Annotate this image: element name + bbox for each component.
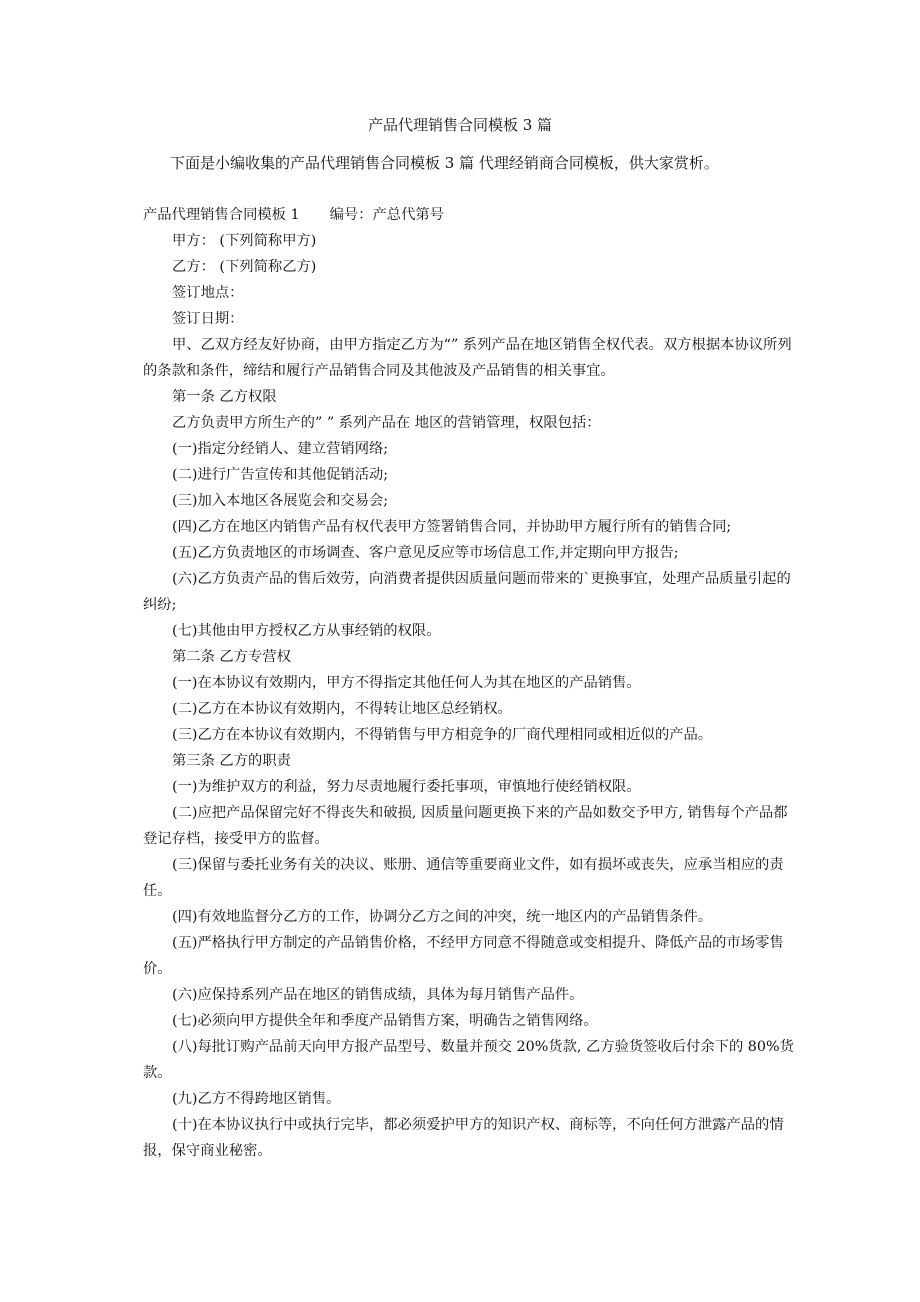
sign-place-line: 签订地点： bbox=[172, 285, 244, 301]
contract-header bbox=[143, 202, 795, 228]
intro-paragraph: 下面是小编收集的产品代理销售合同模板 3 篇 代理经销商合同模板，供大家赏析。 bbox=[170, 154, 719, 172]
article-1-item: (一)指定分经销人、建立营销网络; bbox=[172, 441, 389, 457]
party-b-line: 乙方： (下列简称乙方) bbox=[172, 259, 317, 275]
document-body bbox=[143, 202, 795, 1164]
article-2-item: (二)乙方在本协议有效期内，不得转让地区总经销权。 bbox=[172, 701, 512, 717]
article-3-heading: 第三条 乙方的职责 bbox=[172, 753, 291, 769]
article-3-item: (十)在本协议执行中或执行完毕，都必须爱护甲方的知识产权、商标等，不向任何方泄露产品的情报，保守商业秘密。 bbox=[143, 1117, 784, 1159]
article-1-lead: 乙方负责甲方所生产的” ” 系列产品在 地区的营销管理，权限包括： bbox=[172, 415, 601, 431]
article-3-item: (五)严格执行甲方制定的产品销售价格，不经甲方同意不得随意或变相提升、降低产品的市场零售价。 bbox=[143, 935, 784, 977]
article-1-item: (七)其他由甲方授权乙方从事经销的权限。 bbox=[172, 623, 441, 639]
sign-date-line: 签订日期： bbox=[172, 311, 244, 327]
article-1-item: (六)乙方负责产品的售后效劳，向消费者提供因质量问题而带来的`更换事宜，处理产品质量引起的纠纷; bbox=[143, 571, 791, 613]
article-2-heading: 第二条 乙方专营权 bbox=[172, 649, 291, 665]
article-3-item: (七)必须向甲方提供全年和季度产品销售方案，明确告之销售网络。 bbox=[172, 1013, 598, 1029]
article-3-item: (一)为维护双方的利益，努力尽责地履行委托事项，审慎地行使经销权限。 bbox=[172, 779, 641, 795]
article-1-item: (三)加入本地区各展览会和交易会; bbox=[172, 493, 389, 509]
article-1-item: (二)进行广告宣传和其他促销活动; bbox=[172, 467, 389, 483]
template-name: 产品代理销售合同模板 1 bbox=[143, 207, 300, 223]
article-1-item: (四)乙方在地区内销售产品有权代表甲方签署销售合同，并协助甲方履行所有的销售合同; bbox=[172, 519, 732, 535]
preamble-paragraph: 甲、乙双方经友好协商，由甲方指定乙方为“” 系列产品在地区销售全权代表。双方根据本协议所列的条款和条件，缔结和履行产品销售合同及其他波及产品销售的相关事宜。 bbox=[143, 337, 792, 379]
contract-number: 编号：产总代第号 bbox=[329, 207, 444, 223]
article-3-item: (八)每批订购产品前天向甲方报产品型号、数量并预交 20%货款, 乙方验货签收后付余下的 80%货款。 bbox=[143, 1039, 794, 1081]
article-2-item: (一)在本协议有效期内，甲方不得指定其他任何人为其在地区的产品销售。 bbox=[172, 675, 641, 691]
article-1-item: (五)乙方负责地区的市场调查、客户意见反应等市场信息工作,并定期向甲方报告; bbox=[172, 545, 679, 561]
article-2-item: (三)乙方在本协议有效期内，不得销售与甲方相竞争的厂商代理相同或相近似的产品。 bbox=[172, 727, 713, 743]
party-a-line: 甲方： (下列简称甲方) bbox=[172, 233, 317, 249]
article-3-item: (三)保留与委托业务有关的决议、账册、通信等重要商业文件，如有损坏或丧失，应承当相应的责任。 bbox=[143, 857, 784, 899]
document-title: 产品代理销售合同模板 3 篇 bbox=[367, 116, 553, 134]
article-3-item: (二)应把产品保留完好不得丧失和破损, 因质量问题更换下来的产品如数交予甲方, 销售每个产品都登记存档，接受甲方的监督。 bbox=[143, 805, 788, 847]
article-3-item: (四)有效地监督分乙方的工作，协调分乙方之间的冲突，统一地区内的产品销售条件。 bbox=[172, 909, 713, 925]
article-3-item: (六)应保持系列产品在地区的销售成绩，具体为每月销售产品件。 bbox=[172, 987, 584, 1003]
article-3-item: (九)乙方不得跨地区销售。 bbox=[172, 1091, 341, 1107]
article-1-heading: 第一条 乙方权限 bbox=[172, 389, 277, 405]
